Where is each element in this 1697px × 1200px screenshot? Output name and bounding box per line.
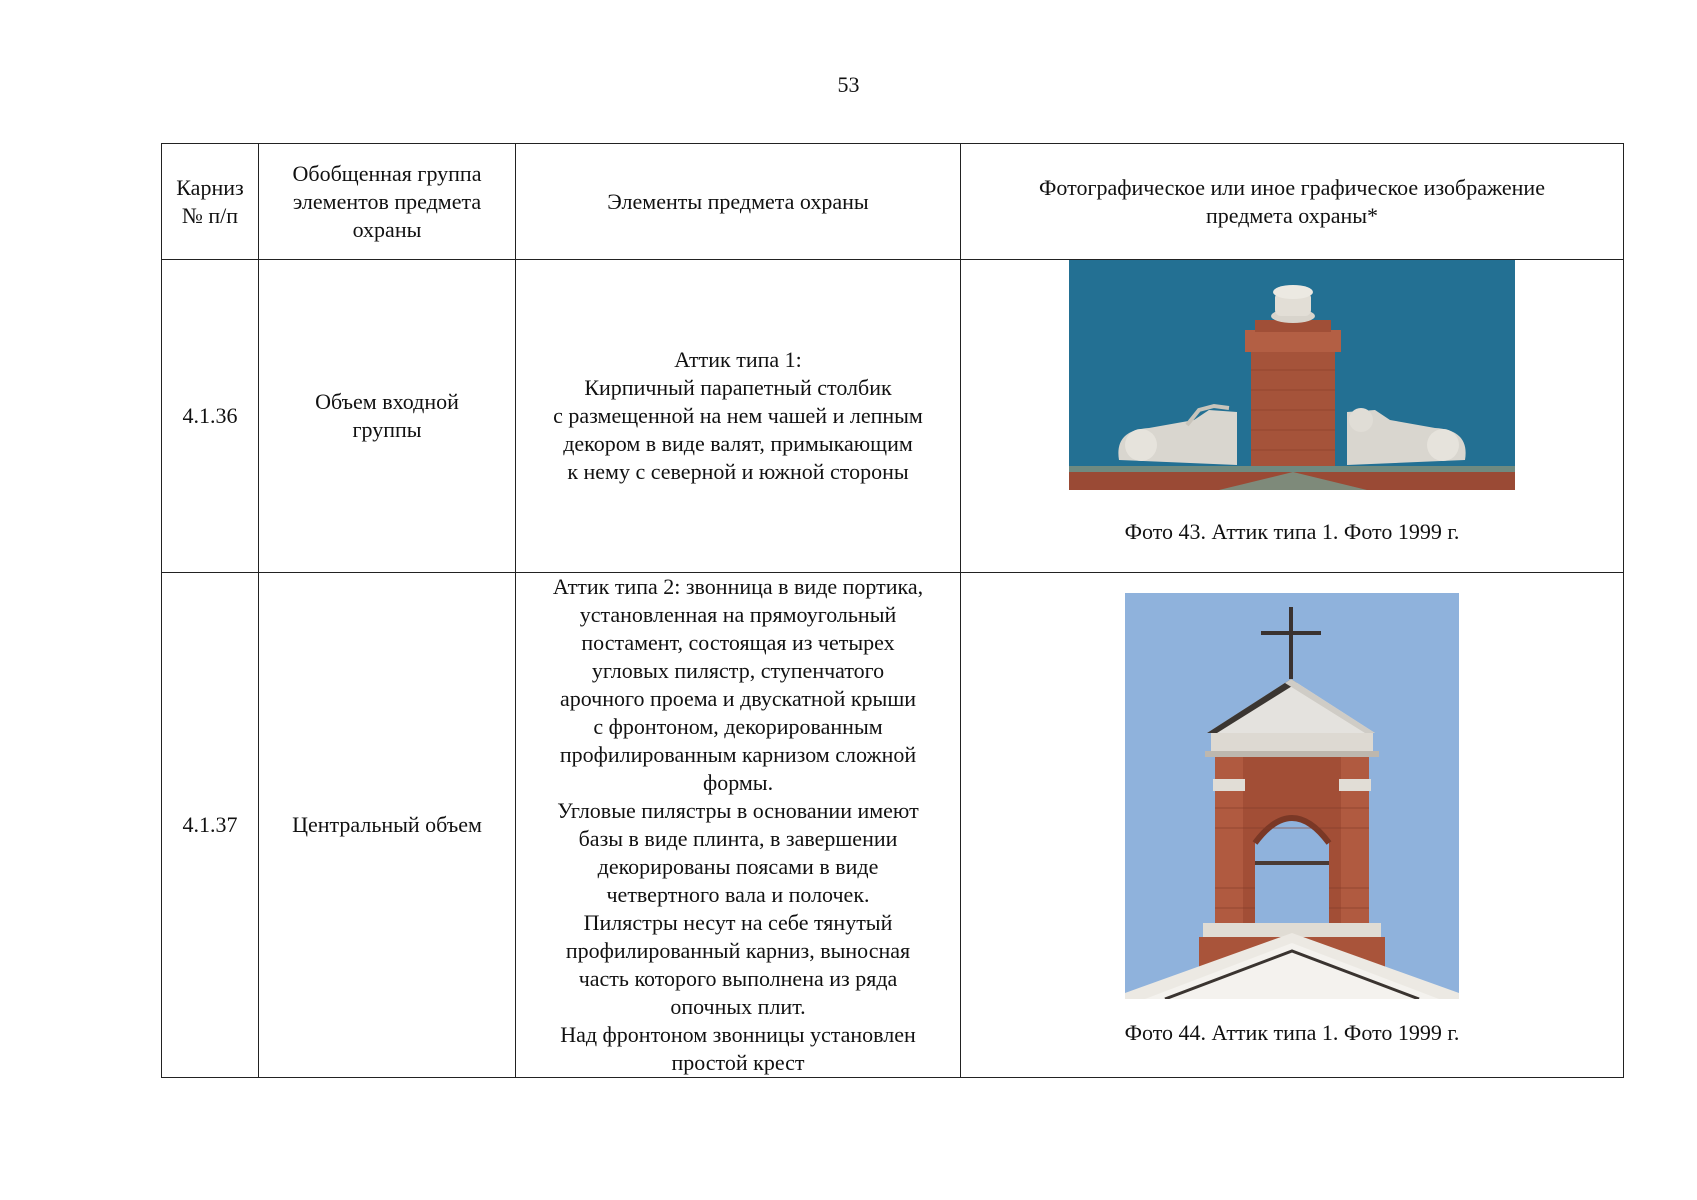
- attic-type1-photo: [1069, 260, 1515, 490]
- header-protection-elements: Элементы предмета охраны: [516, 144, 961, 260]
- header-element-group: Обобщенная группа элементов предмета охраны: [259, 144, 516, 260]
- header-photo: Фотографическое или иное графическое изображение предмета охраны*: [961, 144, 1624, 260]
- header-cornice-number: Карниз № п/п: [162, 144, 259, 260]
- protection-elements-table: [161, 143, 1624, 1078]
- table-header-row: [162, 144, 1624, 260]
- row-photo-cell: [961, 260, 1624, 573]
- page-number: 53: [837, 72, 860, 97]
- table-row: [162, 573, 1624, 1078]
- table-row: [162, 260, 1624, 573]
- attic-type2-photo: [1125, 593, 1459, 999]
- row-number: 4.1.36: [162, 260, 259, 573]
- photo-caption: Фото 43. Аттик типа 1. Фото 1999 г.: [1124, 519, 1460, 544]
- photo-caption: Фото 44. Аттик типа 1. Фото 1999 г.: [1124, 1020, 1460, 1045]
- row-group: Объем входной группы: [259, 260, 516, 573]
- row-number: 4.1.37: [162, 573, 259, 1078]
- row-group: Центральный объем: [259, 573, 516, 1078]
- row-elements: Аттик типа 2: звонница в виде портика, установленная на прямоугольный постамент, состоящая из четырех угловых пилястр, ступенчатого арочного проема и двускатной крыши с фронтоном, декорированным профилированным карнизом сложной формы. Угловые пилястры в основании имеют базы в виде плинта, в завершении декорированы поясами в виде четвертного вала и полочек. Пилястры несут на себе тянутый профилированный карниз, выносная часть которого выполнена из ряда опочных плит. Над фронтоном звонницы установлен простой крест: [516, 573, 961, 1078]
- row-photo-cell: [961, 573, 1624, 1078]
- row-elements: Аттик типа 1: Кирпичный парапетный столбик с размещенной на нем чашей и лепным декором в виде валят, примыкающим к нему с северной и южной стороны: [516, 260, 961, 573]
